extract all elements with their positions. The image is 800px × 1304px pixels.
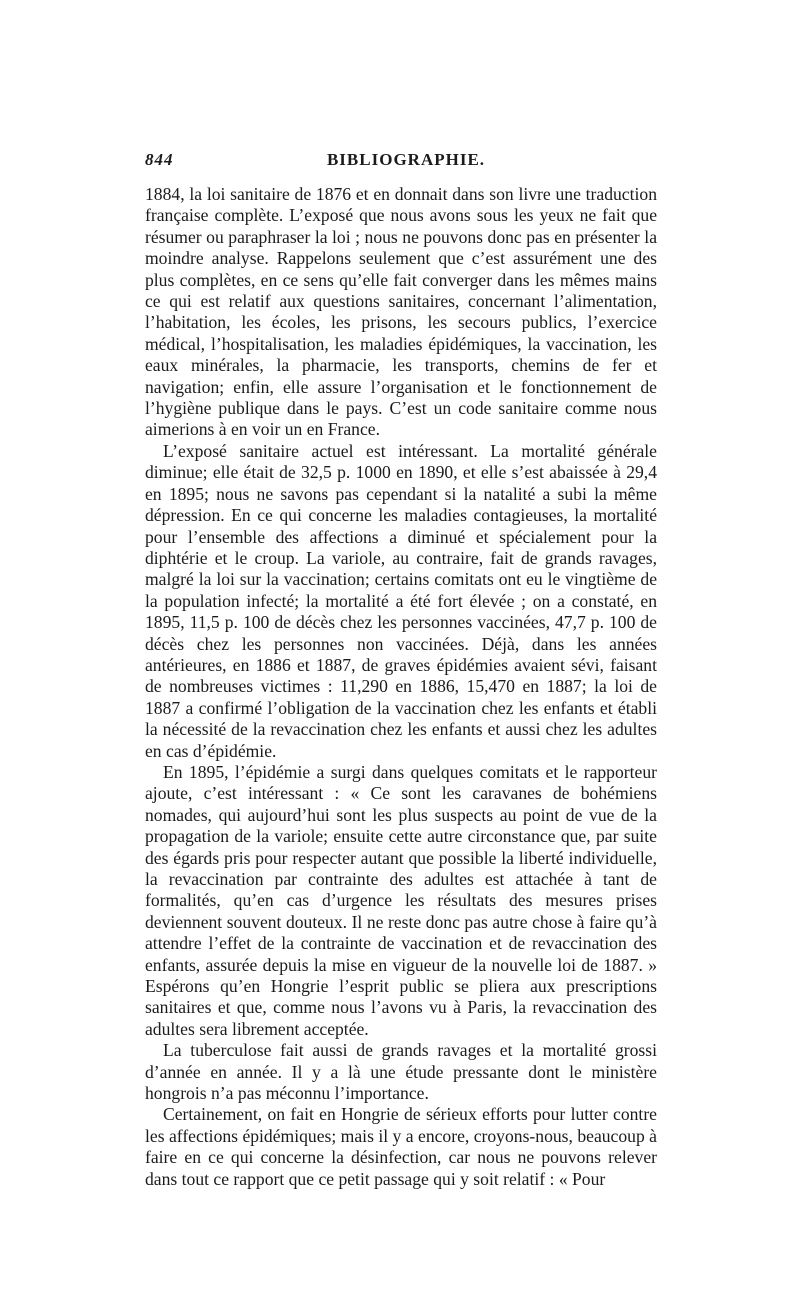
paragraph-1: 1884, la loi sanitaire de 1876 et en donnait dans son livre une traduction française complète. L’exposé que nous avons sous les yeux ne fait que résumer ou paraphraser la loi ; nous ne pouvons donc pas en présenter la moindre analyse. Rappelons seulement que c’est assurément une des plus complètes, en ce sens qu’elle fait converger dans les mêmes mains ce qui est relatif aux questions sanitaires, concernant l’alimentation, l’habitation, les écoles, les prisons, les secours publics, l’exercice médical, l’hospitalisation, les maladies épidémiques, la vaccination, les eaux minérales, la pharmacie, les transports, chemins de fer et navigation; enfin, elle assure l’organisation et le fonctionnement de l’hygiène publique dans le pays. C’est un code sanitaire comme nous aimerions à en voir un en France. [145,184,657,440]
running-title: BIBLIOGRAPHIE. [326,150,486,169]
paragraph-2: L’exposé sanitaire actuel est intéressant. La mortalité générale diminue; elle était de 32,5 p. 1000 en 1890, et elle s’est abaissée à 29,4 en 1895; nous ne savons pas cependant si la natalité a subi la même dépression. En ce qui concerne les maladies contagieuses, la mortalité pour l’ensemble des affections a diminué et spécialement pour la diphtérie et le croup. La variole, au contraire, fait de grands ravages, malgré la loi sur la vaccination; certains comitats ont eu le vingtième de la population infecté; la mortalité a été fort élevée ; on a constaté, en 1895, 11,5 p. 100 de décès chez les personnes vaccinées, 47,7 p. 100 de décès chez les personnes non vaccinées. Déjà, dans les années antérieures, en 1886 et 1887, de graves épidémies avaient sévi, faisant de nombreuses victimes : 11,290 en 1886, 15,470 en 1887; la loi de 1887 a confirmé l’obligation de la vaccination chez les enfants et établi la nécessité de la revaccination chez les enfants et aussi chez les adultes en cas d’épidémie. [145,440,657,761]
running-head [145,150,657,176]
paragraph-3: En 1895, l’épidémie a surgi dans quelques comitats et le rapporteur ajoute, c’est intéressant : « Ce sont les caravanes de bohémiens nomades, qui aujourd’hui sont les plus suspects au point de vue de la propagation de la variole; ensuite cette autre circonstance que, par suite des égards pris pour respecter autant que possible la liberté individuelle, la revaccination par contrainte des adultes est attachée à tant de formalités, qu’en cas d’urgence les résultats des mesures prises deviennent souvent douteux. Il ne reste donc pas autre chose à faire qu’à attendre l’effet de la contrainte de vaccination et de revaccination des enfants, assurée depuis la mise en vigueur de la nouvelle loi de 1887. » Espérons qu’en Hongrie l’esprit public se pliera aux prescriptions sanitaires et que, comme nous l’avons vu à Paris, la revaccination des adultes sera librement acceptée. [145,761,657,1039]
page-number: 844 [145,150,174,169]
paragraph-5: Certainement, on fait en Hongrie de sérieux efforts pour lutter contre les affections épidémiques; mais il y a encore, croyons-nous, beaucoup à faire en ce qui concerne la désinfection, car nous ne pouvons relever dans tout ce rapport que ce petit passage qui y soit relatif : « Pour [145,1104,657,1189]
book-page [145,150,657,1190]
body-text [145,184,657,1190]
paragraph-4: La tuberculose fait aussi de grands ravages et la mortalité grossi d’année en année. Il y a là une étude pressante dont le ministère hongrois n’a pas méconnu l’importance. [145,1040,657,1104]
